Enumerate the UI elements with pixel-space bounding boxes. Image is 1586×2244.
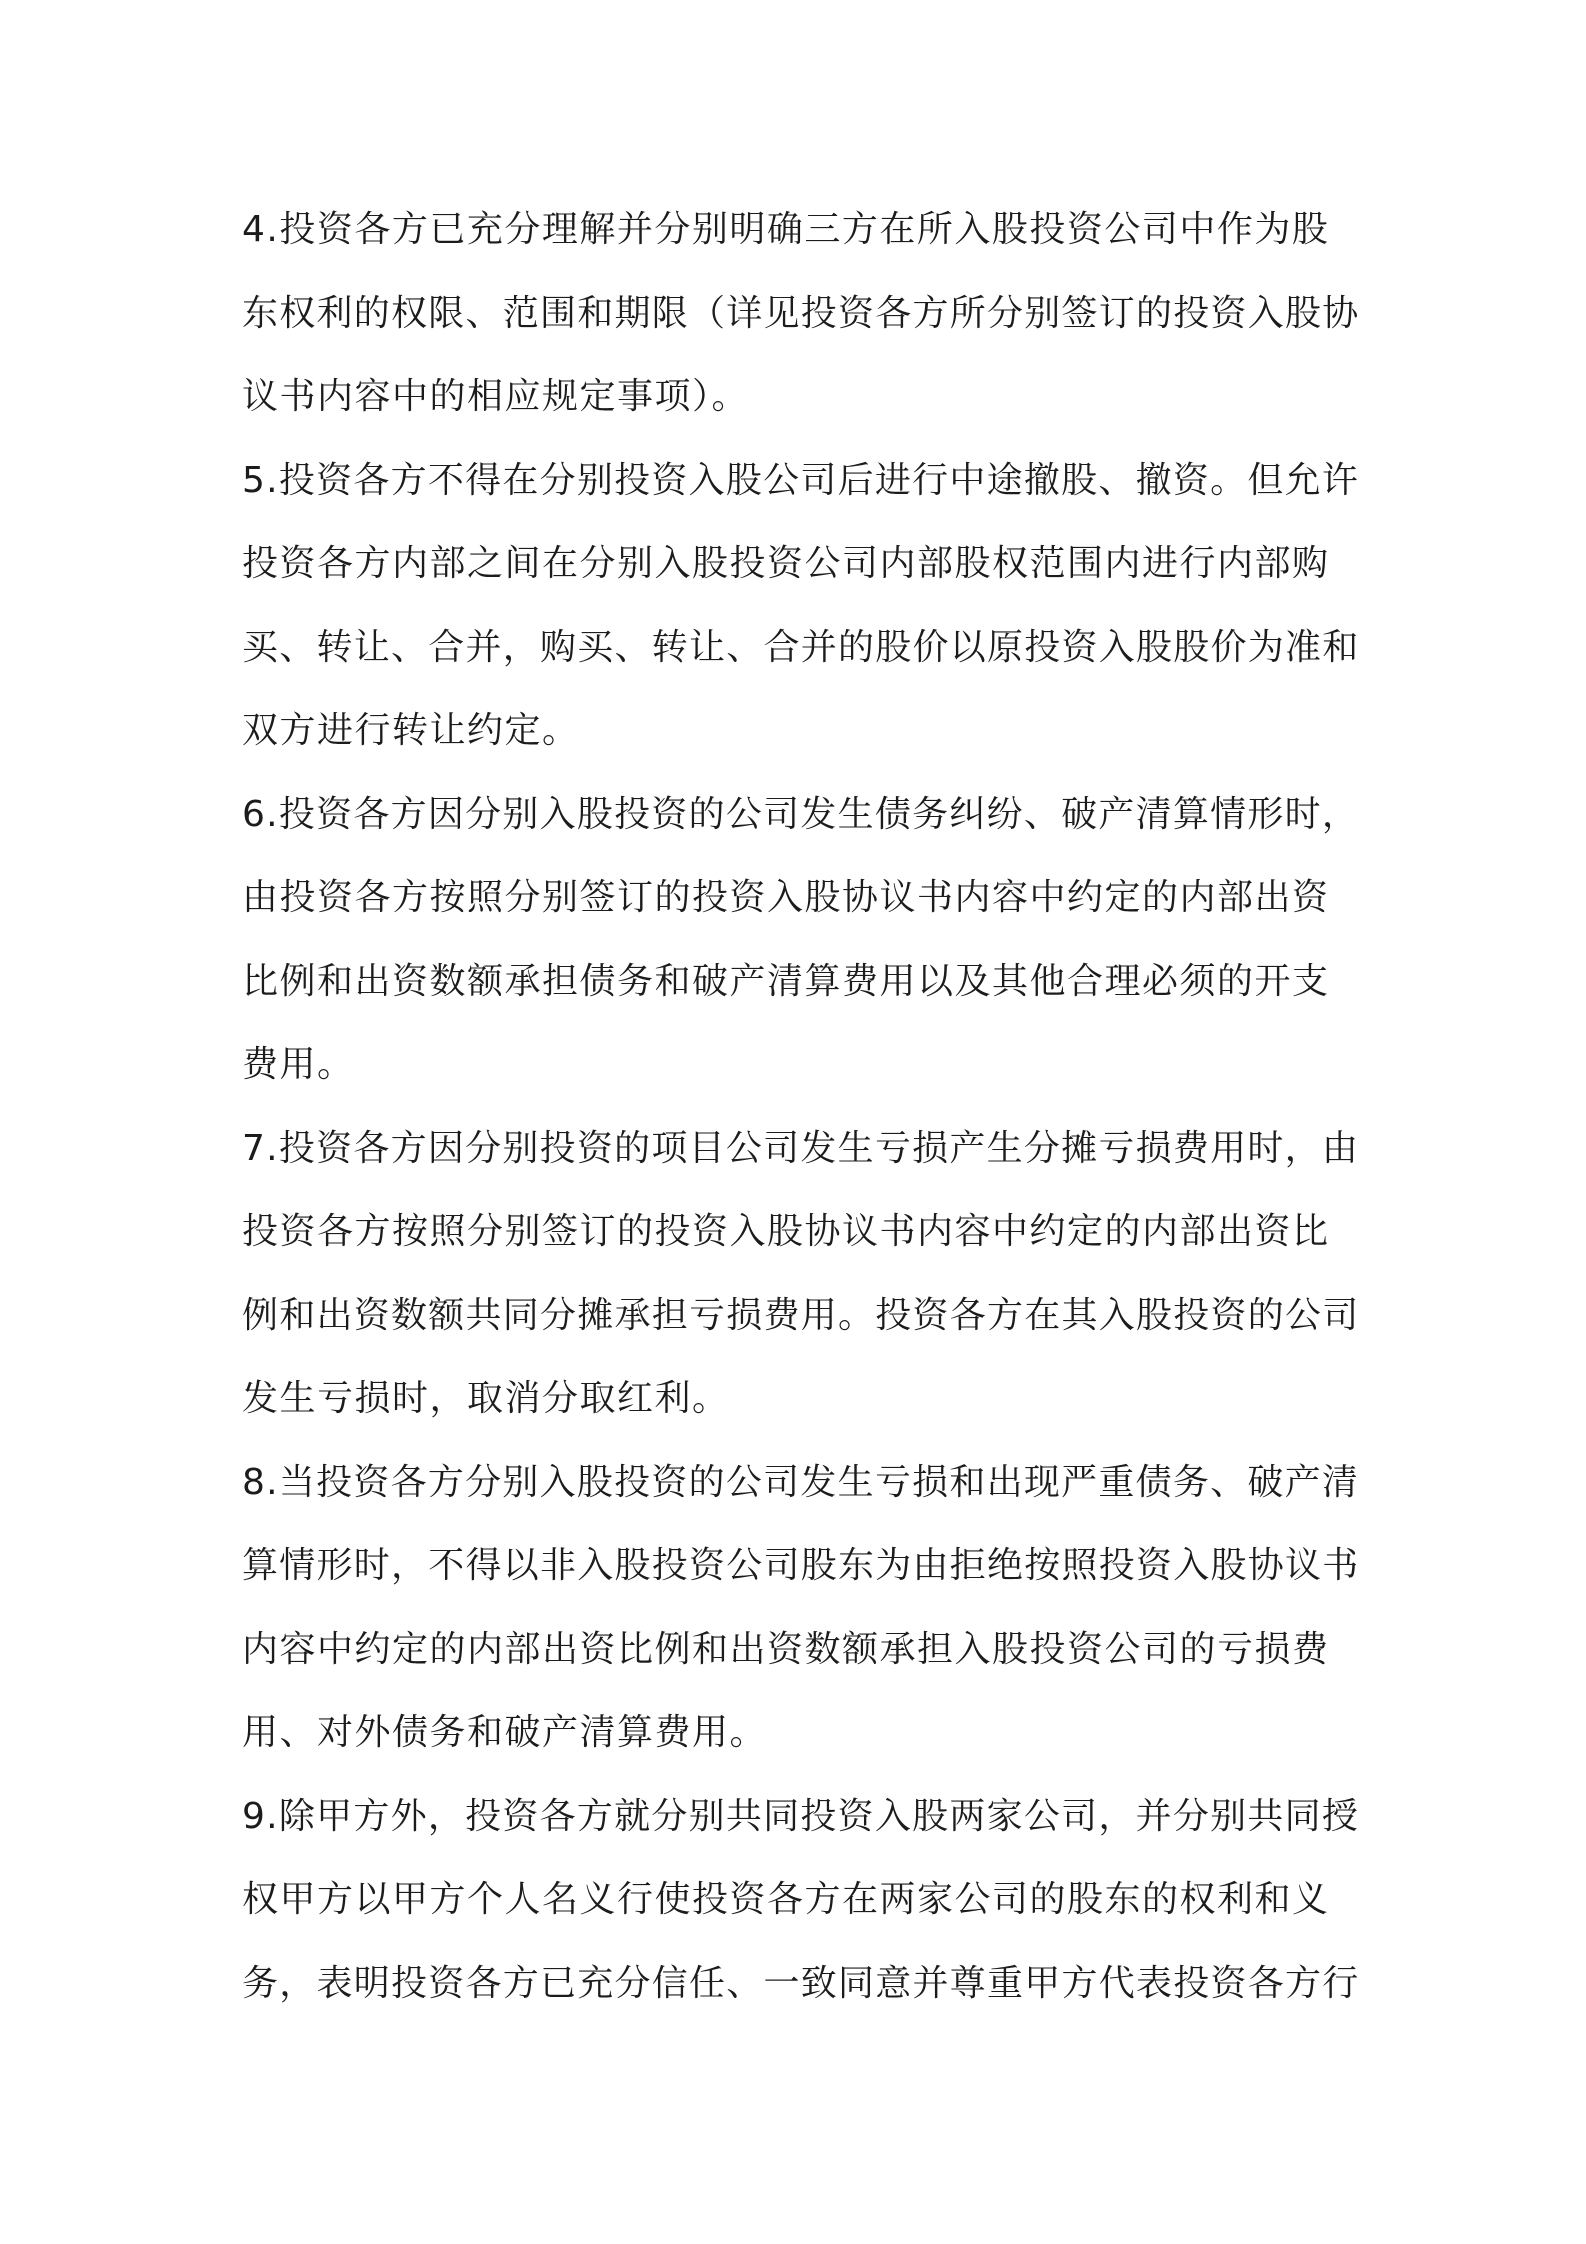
text-line: 8.当投资各方分别入股投资的公司发生亏损和出现严重债务、破产清	[242, 1462, 1360, 1503]
text-line: 比例和出资数额承担债务和破产清算费用以及其他合理必须的开支	[242, 961, 1330, 1002]
text-line: 5.投资各方不得在分别投资入股公司后进行中途撤股、撤资。但允许	[242, 460, 1360, 501]
text-line: 9.除甲方外，投资各方就分别共同投资入股两家公司，并分别共同授	[242, 1796, 1360, 1837]
text-line: 用、对外债务和破产清算费用。	[242, 1712, 768, 1753]
text-line: 投资各方内部之间在分别入股投资公司内部股权范围内进行内部购	[242, 543, 1330, 584]
text-line: 投资各方按照分别签订的投资入股协议书内容中约定的内部出资比	[242, 1211, 1330, 1252]
text-line: 发生亏损时，取消分取红利。	[242, 1378, 730, 1419]
text-line: 费用。	[242, 1044, 355, 1085]
text-line: 务，表明投资各方已充分信任、一致同意并尊重甲方代表投资各方行	[242, 1963, 1360, 2004]
text-line: 算情形时，不得以非入股投资公司股东为由拒绝按照投资入股协议书	[242, 1545, 1360, 1586]
text-line: 权甲方以甲方个人名义行使投资各方在两家公司的股东的权利和义	[242, 1879, 1330, 1920]
text-line: 双方进行转让约定。	[242, 710, 580, 751]
text-line: 买、转让、合并，购买、转让、合并的股价以原投资入股股价为准和	[242, 627, 1360, 668]
text-line: 4.投资各方已充分理解并分别明确三方在所入股投资公司中作为股	[242, 209, 1330, 250]
text-line: 7.投资各方因分别投资的项目公司发生亏损产生分摊亏损费用时，由	[242, 1128, 1360, 1169]
text-line: 由投资各方按照分别签订的投资入股协议书内容中约定的内部出资	[242, 877, 1330, 918]
text-line: 议书内容中的相应规定事项）。	[242, 376, 750, 417]
text-line: 内容中约定的内部出资比例和出资数额承担入股投资公司的亏损费	[242, 1629, 1330, 1670]
text-line: 东权利的权限、范围和期限（详见投资各方所分别签订的投资入股协	[242, 293, 1360, 334]
text-line: 6.投资各方因分别入股投资的公司发生债务纠纷、破产清算情形时，	[242, 794, 1360, 835]
text-line: 例和出资数额共同分摊承担亏损费用。投资各方在其入股投资的公司	[242, 1295, 1360, 1336]
